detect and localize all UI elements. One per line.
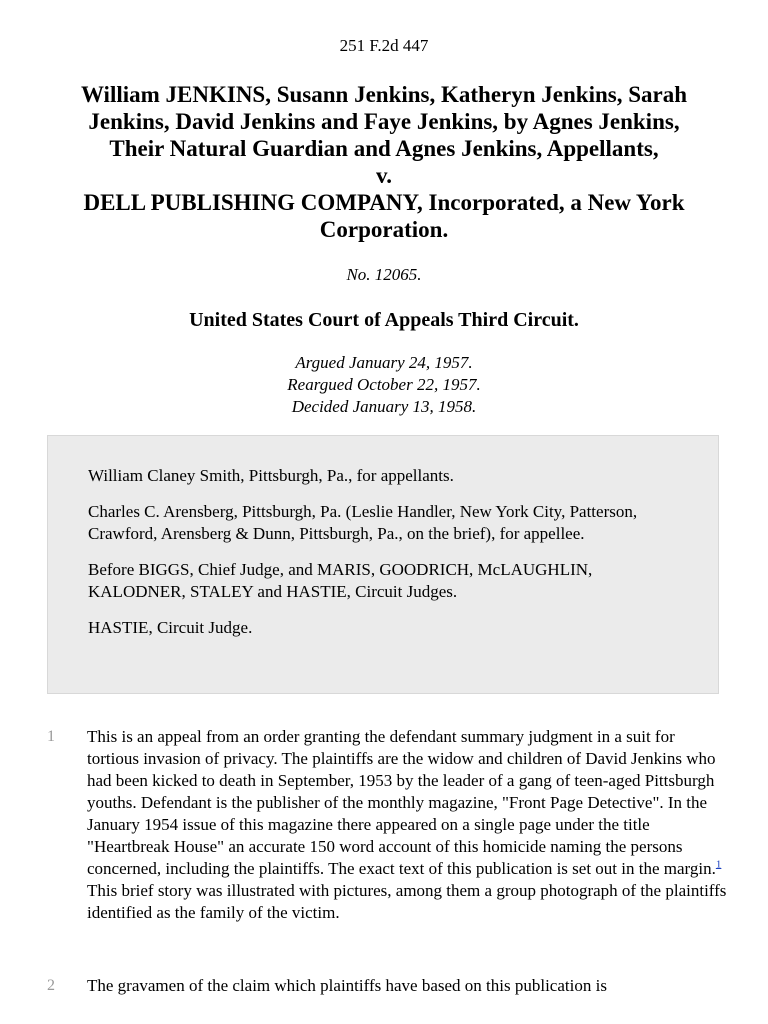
decided-date: Decided January 13, 1958. bbox=[291, 397, 477, 416]
counsel-box bbox=[47, 435, 719, 694]
caption-versus: v. bbox=[376, 163, 392, 188]
paragraph-number: 2 bbox=[47, 977, 55, 994]
court-name: United States Court of Appeals Third Circuit. bbox=[189, 309, 579, 331]
paragraph-text-after-footnote: This brief story was illustrated with pictures, among them a group photograph of the plaintiffs identified as the family of the victim. bbox=[87, 881, 727, 922]
footnote-link[interactable]: 1 bbox=[715, 858, 722, 871]
paragraph-text bbox=[87, 726, 727, 924]
caption-line: DELL PUBLISHING COMPANY, Incorporated, a New York bbox=[83, 190, 685, 215]
caption-line: Corporation. bbox=[319, 217, 449, 242]
paragraph-number: 1 bbox=[47, 728, 55, 745]
case-caption bbox=[40, 81, 728, 243]
case-dates bbox=[0, 352, 768, 418]
opinion-paragraph bbox=[0, 726, 768, 956]
opinion-paragraph bbox=[0, 975, 768, 1024]
paragraph-text-before-footnote: This is an appeal from an order granting the defendant summary judgment in a suit for tortious invasion of privacy. The plaintiffs are the widow and children of David Jenkins who had been kicked to death in September, 1953 by the leader of a gang of teen-aged Pittsburgh youths. Defendant is the publisher of the monthly magazine, "Front Page Detective". In the January 1954 issue of this magazine there appeared on a single page under the title "Heartbreak House" an accurate 150 word account of this homicide naming the persons concerned, including the plaintiffs. The exact text of this publication is set out in the margin. bbox=[87, 727, 716, 878]
caption-line: Jenkins, David Jenkins and Faye Jenkins, by Agnes Jenkins, bbox=[88, 109, 680, 134]
reargued-date: Reargued October 22, 1957. bbox=[287, 375, 481, 394]
docket-number: No. 12065. bbox=[346, 265, 422, 284]
opinion-author: HASTIE, Circuit Judge. bbox=[88, 618, 253, 637]
caption-line: Their Natural Guardian and Agnes Jenkins, Appellants, bbox=[109, 136, 659, 161]
counsel-appellants: William Claney Smith, Pittsburgh, Pa., for appellants. bbox=[88, 466, 454, 485]
caption-line: William JENKINS, Susann Jenkins, Katheryn Jenkins, Sarah bbox=[80, 82, 688, 107]
argued-date: Argued January 24, 1957. bbox=[295, 353, 473, 372]
counsel-appellee: Charles C. Arensberg, Pittsburgh, Pa. (Leslie Handler, New York City, Patterson, Crawford, Arensberg & Dunn, Pittsburgh, Pa., on the brief), for appellee. bbox=[88, 502, 638, 543]
paragraph-text: The gravamen of the claim which plaintiffs have based on this publication is bbox=[87, 976, 607, 995]
case-citation: 251 F.2d 447 bbox=[339, 36, 429, 55]
judges-panel: Before BIGGS, Chief Judge, and MARIS, GOODRICH, McLAUGHLIN, KALODNER, STALEY and HASTIE, Circuit Judges. bbox=[88, 560, 593, 601]
